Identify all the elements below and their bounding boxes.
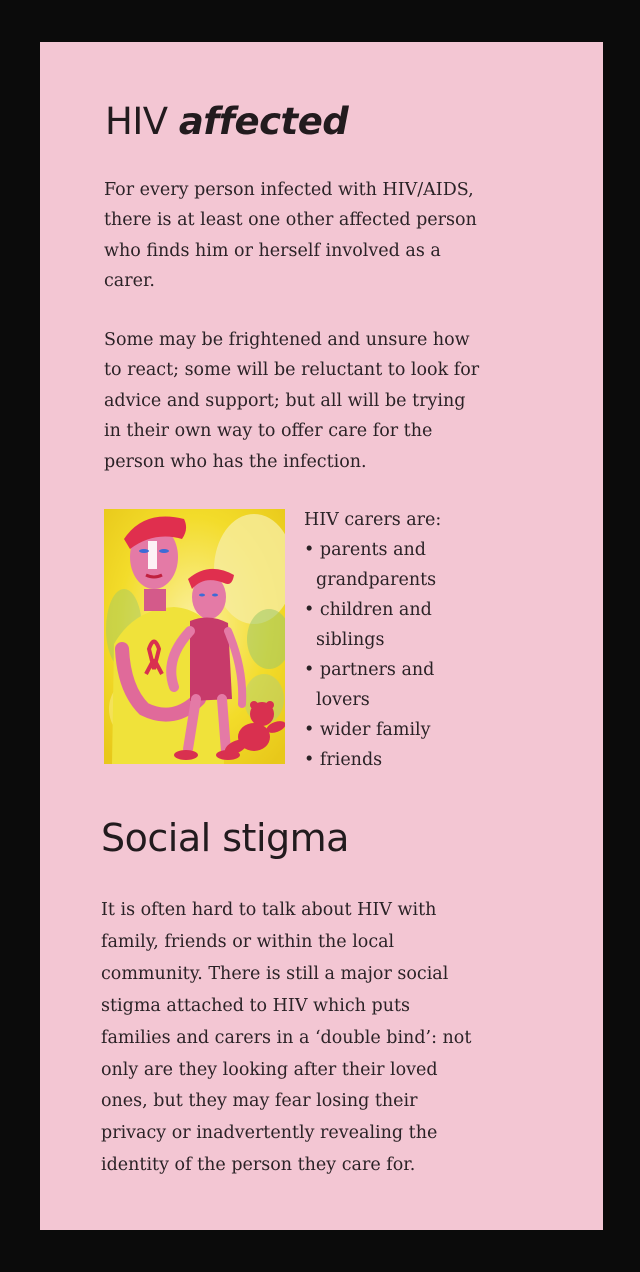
intro-paragraph	[104, 175, 477, 296]
text-line: family, friends or within the local	[101, 931, 395, 952]
list-item-text: • parents and	[304, 540, 426, 560]
text-line: It is often hard to talk about HIV with	[101, 900, 437, 920]
text-line: ones, but they may fear losing their	[101, 1091, 418, 1112]
leaflet-page	[40, 42, 603, 1230]
list-item-text: • children and	[304, 600, 432, 620]
list-item-text: • partners and	[304, 660, 435, 680]
stigma-paragraph	[101, 895, 471, 1182]
carer-and-child-illustration	[104, 509, 285, 764]
list-item-text: • friends	[304, 750, 383, 770]
section-title-social-stigma: Social stigma	[101, 816, 349, 860]
reactions-paragraph	[104, 325, 479, 477]
title-plain: HIV	[105, 100, 179, 143]
text-line: families and carers in a ‘double bind’: not	[101, 1027, 472, 1048]
text-line: Some may be frightened and unsure how	[104, 330, 470, 350]
list-item	[304, 535, 441, 595]
list-item-continuation: lovers	[316, 690, 370, 710]
text-line: stigma attached to HIV which puts	[101, 995, 411, 1016]
text-line: carer.	[104, 270, 155, 291]
list-item-continuation: siblings	[316, 630, 385, 650]
text-line: there is at least one other affected person	[104, 210, 477, 231]
text-line: For every person infected with HIV/AIDS,	[104, 180, 474, 200]
section-title-hiv-affected	[105, 100, 348, 143]
list-item	[304, 595, 441, 655]
text-line: person who has the infection.	[104, 451, 367, 472]
carers-heading: HIV carers are:	[304, 510, 442, 530]
carers-list	[304, 505, 441, 775]
text-line: to react; some will be reluctant to look for	[104, 360, 480, 381]
text-line: only are they looking after their loved	[101, 1059, 438, 1080]
list-item-text: • wider family	[304, 720, 431, 740]
list-item	[304, 655, 441, 715]
list-item-continuation: grandparents	[316, 570, 437, 590]
text-line: community. There is still a major social	[101, 963, 449, 984]
text-line: privacy or inadvertently revealing the	[101, 1123, 438, 1144]
text-line: in their own way to offer care for the	[104, 421, 433, 442]
title-emphasis: affected	[178, 100, 349, 143]
text-line: who finds him or herself involved as a	[104, 240, 441, 261]
text-line: advice and support; but all will be trying	[104, 390, 466, 411]
text-line: identity of the person they care for.	[101, 1155, 416, 1176]
list-item	[304, 715, 441, 745]
list-item	[304, 745, 441, 775]
